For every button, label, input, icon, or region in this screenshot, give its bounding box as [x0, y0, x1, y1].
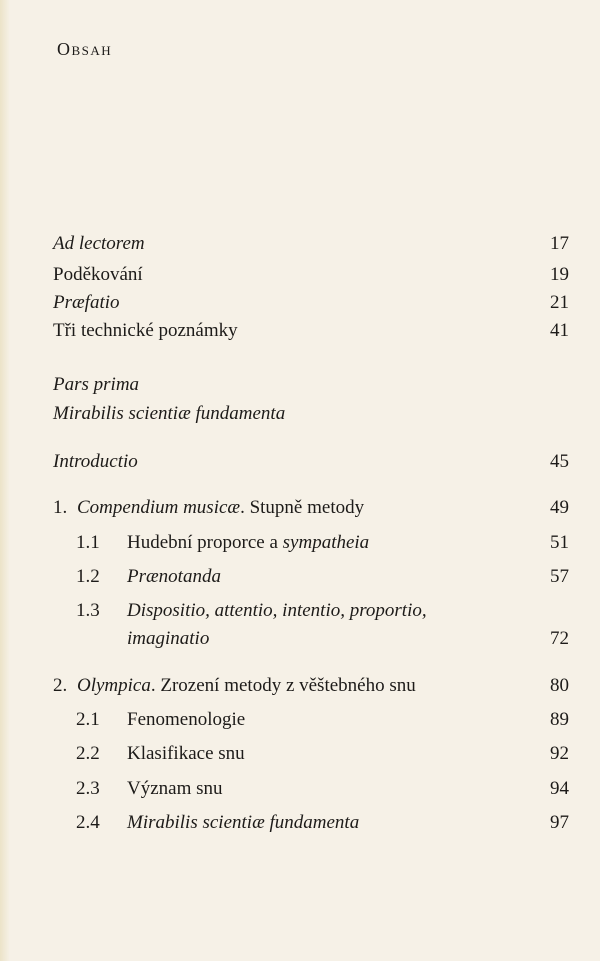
section-number: 2.2 [76, 743, 100, 764]
toc-entry-title: Tři technické poznámky [53, 320, 238, 341]
section-title-text: Hudební proporce a [127, 532, 283, 553]
chapter-title [77, 673, 416, 699]
toc-entry-page: 89 [550, 709, 569, 730]
chapter-title-italic: Olympica [77, 675, 151, 696]
section-number: 2.4 [76, 812, 100, 833]
toc-entry-page: 57 [550, 566, 569, 587]
section-title-line-1: Dispositio, attentio, intentio, proportio, [127, 600, 427, 621]
toc-section-1-2 [0, 564, 600, 590]
toc-entry-page: 51 [550, 532, 569, 553]
toc-section-2-4 [0, 810, 600, 836]
chapter-title-rest: . Zrození metody z věštebného snu [150, 675, 416, 696]
toc-entry-title: Introductio [53, 451, 138, 472]
toc-entry-title: Præfatio [53, 292, 120, 313]
toc-entry-page: 80 [550, 675, 569, 696]
toc-entry-page: 72 [550, 628, 569, 649]
toc-entry-page: 97 [550, 812, 569, 833]
section-number: 1.3 [76, 600, 100, 621]
section-number: 1.2 [76, 566, 100, 587]
toc-chapter-2 [0, 673, 600, 699]
toc-entry-podekovani [0, 262, 600, 288]
toc-entry-tri-poznamky [0, 318, 600, 344]
section-title: Fenomenologie [127, 709, 246, 730]
section-number: 2.3 [76, 778, 100, 799]
toc-entry-ad-lectorem [0, 231, 600, 257]
chapter-title-italic: Compendium musicæ [77, 497, 241, 518]
toc-section-2-3 [0, 776, 600, 802]
toc-entry-praefatio [0, 290, 600, 316]
toc-chapter-1 [0, 495, 600, 521]
chapter-title [77, 495, 364, 521]
toc-entry-page: 41 [550, 320, 569, 341]
toc-entry-page: 49 [550, 497, 569, 518]
section-title: Význam snu [127, 778, 223, 799]
section-number: 2.1 [76, 709, 100, 730]
part-title: Pars prima [53, 374, 140, 395]
page-title: Obsah [57, 39, 113, 59]
toc-entry-page: 17 [550, 233, 569, 254]
toc-part-heading [0, 372, 600, 398]
toc-section-2-2 [0, 741, 600, 767]
toc-entry-page: 21 [550, 292, 569, 313]
toc-entry-page: 19 [550, 264, 569, 285]
section-title: Mirabilis scientiæ fundamenta [127, 812, 360, 833]
toc-entry-title: Poděkování [53, 264, 143, 285]
toc-section-1-3 [0, 598, 600, 624]
section-title-italic: sympatheia [282, 532, 370, 553]
chapter-title-rest: . Stupně metody [240, 497, 365, 518]
toc-section-2-1 [0, 707, 600, 733]
toc-entry-page: 94 [550, 778, 569, 799]
toc-entry-page: 45 [550, 451, 569, 472]
part-subtitle: Mirabilis scientiæ fundamenta [53, 403, 286, 424]
chapter-number: 2. [53, 675, 68, 696]
toc-entry-page: 92 [550, 743, 569, 764]
section-title [127, 530, 369, 556]
toc-entry-title: Ad lectorem [53, 233, 145, 254]
section-title-line-2: imaginatio [127, 628, 210, 649]
chapter-number: 1. [53, 497, 68, 518]
toc-section-1-3-cont [0, 626, 600, 652]
toc-part-subheading [0, 401, 600, 427]
toc-entry-introductio [0, 449, 600, 475]
section-title: Prænotanda [127, 566, 221, 587]
section-title: Klasifikace snu [127, 743, 245, 764]
section-number: 1.1 [76, 532, 100, 553]
toc-section-1-1 [0, 530, 600, 556]
